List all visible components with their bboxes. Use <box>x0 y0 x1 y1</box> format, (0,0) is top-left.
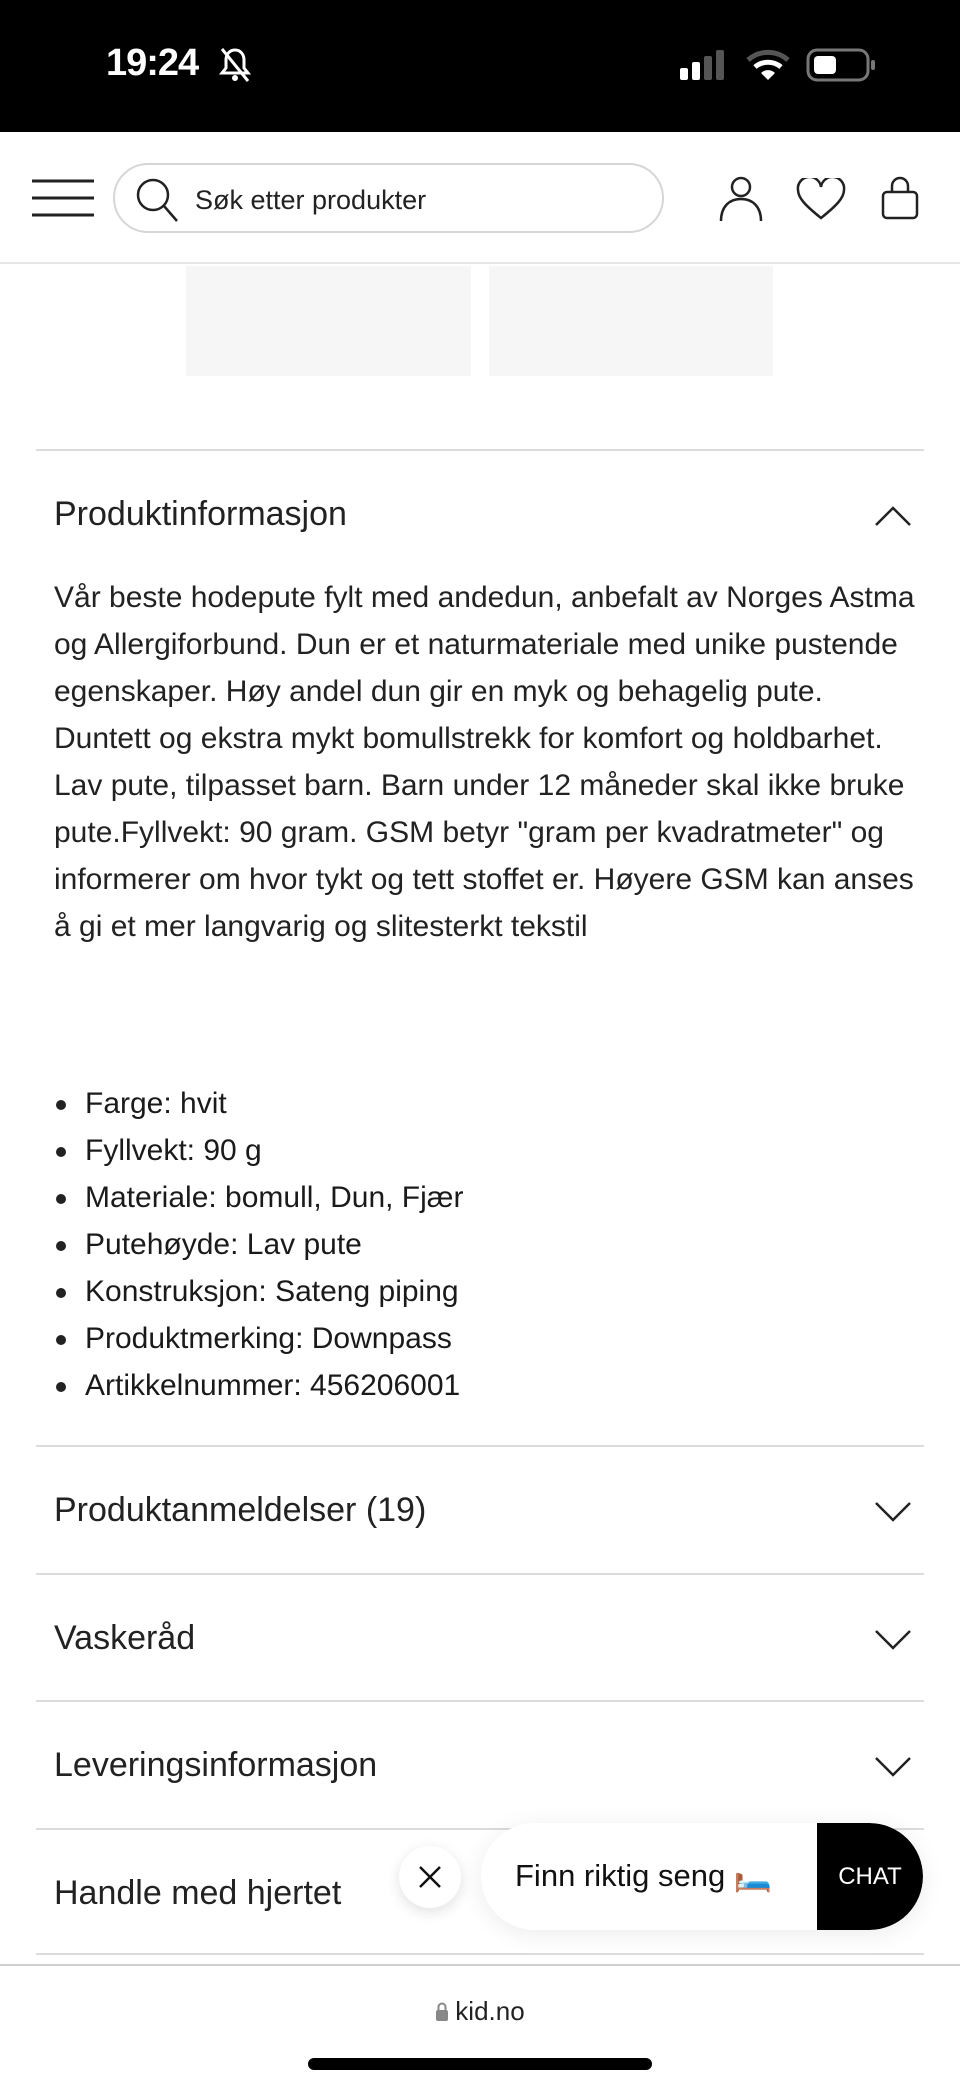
spec-item: Artikkelnummer: 456206001 <box>54 1362 463 1409</box>
accordion-title: Produktinformasjon <box>54 495 347 533</box>
accordion-title: Leveringsinformasjon <box>54 1746 378 1784</box>
url-text: kid.no <box>455 1996 525 2026</box>
menu-icon[interactable] <box>32 178 96 218</box>
accordion-title: Produktanmeldelser (19) <box>54 1491 427 1529</box>
spec-item: Fyllvekt: 90 g <box>54 1127 463 1174</box>
search-placeholder: Søk etter produkter <box>195 185 427 215</box>
lock-icon <box>435 2002 449 2022</box>
url-bar[interactable] <box>0 1996 960 2027</box>
heart-icon[interactable] <box>796 178 846 220</box>
product-image-thumbnail[interactable] <box>489 266 773 376</box>
account-icon[interactable] <box>718 176 764 222</box>
signal-icon <box>680 50 728 80</box>
search-icon <box>135 177 181 223</box>
browser-bottom-bar <box>0 1964 960 2081</box>
product-image-thumbnail[interactable] <box>186 266 471 376</box>
chevron-down-icon[interactable] <box>874 1756 912 1778</box>
accordion-produktanmeldelser[interactable] <box>36 1445 924 1573</box>
spec-item: Produktmerking: Downpass <box>54 1315 463 1362</box>
site-header <box>0 132 960 264</box>
chevron-down-icon[interactable] <box>874 1629 912 1651</box>
battery-icon <box>806 48 876 82</box>
spec-item: Putehøyde: Lav pute <box>54 1221 463 1268</box>
search-input[interactable] <box>113 163 664 233</box>
chat-button[interactable]: CHAT <box>817 1823 923 1930</box>
spec-item: Materiale: bomull, Dun, Fjær <box>54 1174 463 1221</box>
chevron-down-icon[interactable] <box>874 1501 912 1523</box>
bell-muted-icon <box>218 46 252 84</box>
accordion-vaskerad[interactable] <box>36 1573 924 1700</box>
spec-item: Farge: hvit <box>54 1080 463 1127</box>
accordion-title: Vaskeråd <box>54 1619 196 1657</box>
chat-prompt[interactable]: Finn riktig seng 🛏️ <box>515 1858 773 1893</box>
status-time: 19:24 <box>106 42 199 84</box>
status-bar <box>0 0 960 132</box>
product-description: Vår beste hodepute fylt med andedun, anbefalt av Norges Astma og Allergiforbund. Dun er et naturmateriale med unike pustende egenskaper. Høy andel dun gir en myk og behagelig pute. Duntett og ekstra mykt bomullstrekk for komfort og holdbarhet. Lav pute, tilpasset barn. Barn under 12 måneder skal ikke bruke pute.Fyllvekt: 90 gram. GSM betyr "gram per kvadratmeter" og informerer om hvor tykt og tett stoffet er. Høyere GSM kan anses å gi et mer langvarig og slitesterkt tekstil <box>54 581 915 943</box>
shopping-bag-icon[interactable] <box>880 176 920 220</box>
home-indicator <box>308 2058 652 2070</box>
chevron-up-icon[interactable] <box>874 505 912 527</box>
close-chat-prompt-button[interactable] <box>399 1846 461 1908</box>
close-icon <box>418 1865 442 1889</box>
accordion-leveringsinformasjon[interactable] <box>36 1700 924 1828</box>
accordion-title: Handle med hjertet <box>54 1874 342 1912</box>
spec-item: Konstruksjon: Sateng piping <box>54 1268 463 1315</box>
product-specs-list <box>54 1080 463 1409</box>
chat-widget[interactable] <box>481 1823 923 1930</box>
wifi-icon <box>746 48 790 82</box>
